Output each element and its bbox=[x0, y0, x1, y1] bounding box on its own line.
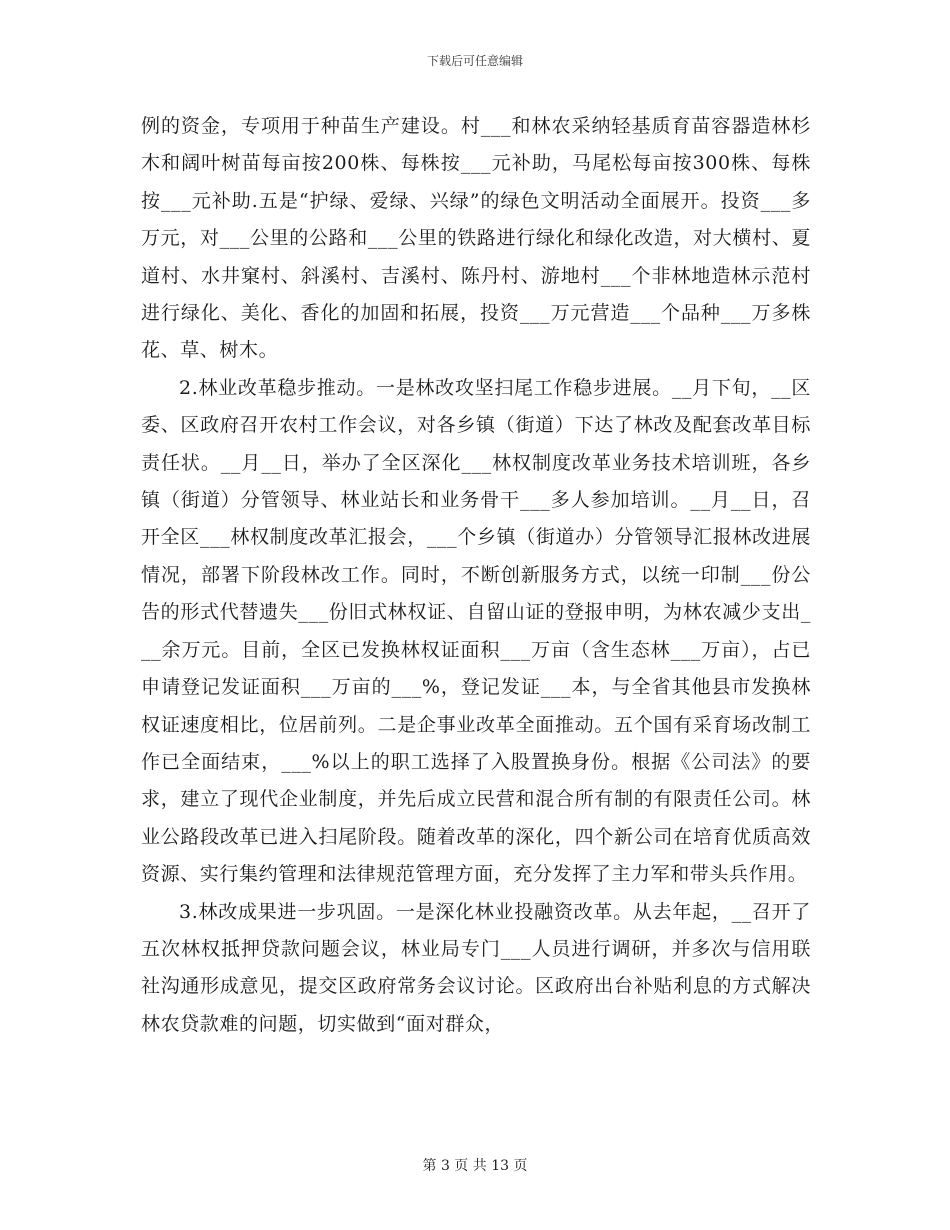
document-body bbox=[141, 108, 811, 1043]
page-header: 下载后可任意编辑 bbox=[426, 54, 523, 68]
page-footer: 第 3 页 共 13 页 bbox=[422, 1158, 528, 1174]
paragraph-greening-funds: 例的资金，专项用于种苗生产建设。村___和林农采纳轻基质育苗容器造林杉木和阔叶树苗每亩按200株、每株按___元补助，马尾松每亩按300株、每株按___元补助.五是“护绿、爱绿、兴绿”的绿色文明活动全面展开。投资___多万元，对___公里的公路和___公里的铁路进行绿化和绿化改造，对大横村、夏道村、水井窠村、斜溪村、吉溪村、陈丹村、游地村___个非林地造林示范村进行绿化、美化、香化的加固和拓展，投资___万元营造___个品种___万多株花、草、树木。 bbox=[141, 115, 811, 362]
paragraph-reform-consolidation: 3.林改成果进一步巩固。一是深化林业投融资改革。从去年起，__召开了五次林权抵押贷款问题会议，林业局专门___人员进行调研，并多次与信用联社沟通形成意见，提交区政府常务会议讨论。区政府出台补贴利息的方式解决林农贷款难的问题，切实做到“面对群众， bbox=[141, 900, 811, 1035]
paragraph-forestry-reform: 2.林业改革稳步推动。一是林改攻坚扫尾工作稳步进展。__月下旬，__区委、区政府召开农村工作会议，对各乡镇（街道）下达了林改及配套改革目标责任状。__月__日，举办了全区深化___林权制度改革业务技术培训班，各乡镇（街道）分管领导、林业站长和业务骨干___多人参加培训。__月__日，召开全区___林权制度改革汇报会，___个乡镇（街道办）分管领导汇报林改进展情况，部署下阶段林改工作。同时，不断创新服务方式，以统一印制___份公告的形式代替遗失___份旧式林权证、自留山证的登报申明，为林农减少支出___余万元。目前，全区已发换林权证面积___万亩（含生态林___万亩），占已申请登记发证面积___万亩的___%，登记发证___本，与全省其他县市发换林权证速度相比，位居前列。二是企事业改革全面推动。五个国有采育场改制工作已全面结束，___%以上的职工选择了入股置换身份。根据《公司法》的要求，建立了现代企业制度，并先后成立民营和混合所有制的有限责任公司。林业公路段改革已进入扫尾阶段。随着改革的深化，四个新公司在培育优质高效资源、实行集约管理和法律规范管理方面，充分发挥了主力军和带头兵作用。 bbox=[141, 376, 811, 886]
